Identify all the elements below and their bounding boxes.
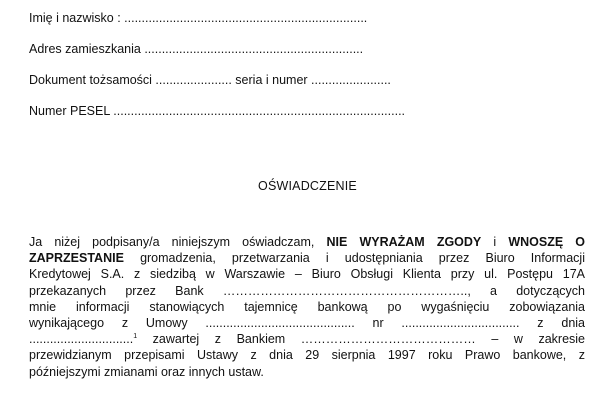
declaration-paragraph — [29, 234, 585, 380]
paragraph-line-7 — [29, 331, 585, 347]
paragraph-line-6: wynikającego z Umowy ........................................... nr .................................. z dnia — [29, 316, 585, 331]
line-text: i — [493, 235, 497, 249]
line-text: .............................. — [29, 332, 134, 347]
paragraph-line-4: przekazanych przez Bank ………………………………………………….., a dotyczących — [29, 283, 585, 298]
paragraph-line-8: przewidzianym przepisami Ustawy z dnia 29 sierpnia 1997 roku Prawo bankowe, z — [29, 348, 585, 363]
paragraph-line-9: późniejszymi zmianami oraz innych ustaw. — [29, 364, 264, 379]
pesel-field: Numer PESEL .................................................................................... — [29, 104, 406, 118]
bold-no-consent: NIE WYRAŻAM ZGODY — [326, 235, 482, 249]
name-field: Imię i nazwisko : ...................................................................... — [29, 11, 368, 25]
line-text: zawartej z Bankiem …………………………………… – w zakresie — [137, 332, 585, 347]
paragraph-line-2 — [29, 250, 585, 266]
bold-cessation: ZAPRZESTANIE — [29, 251, 124, 266]
paragraph-line-1 — [29, 234, 585, 250]
address-field: Adres zamieszkania ............................................................... — [29, 42, 364, 56]
id-document-field: Dokument tożsamości ...................... seria i numer ....................... — [29, 73, 391, 87]
bold-request: WNOSZĘ O — [508, 235, 586, 249]
footnote-marker: 1 — [133, 333, 138, 341]
paragraph-line-3: Kredytowej S.A. z siedzibą w Warszawie – Biuro Obsługi Klienta przy ul. Postępu 17A — [29, 267, 585, 282]
paragraph-line-5: mnie informacji stanowiących tajemnicę bankową po wygaśnięciu zobowiązania — [29, 299, 585, 314]
line-text: gromadzenia, przetwarzania i udostępniania przez Biuro Informacji — [140, 251, 585, 266]
line-text: Ja niżej podpisany/a niniejszym oświadczam, — [29, 235, 315, 249]
document-title: OŚWIADCZENIE — [258, 179, 357, 193]
